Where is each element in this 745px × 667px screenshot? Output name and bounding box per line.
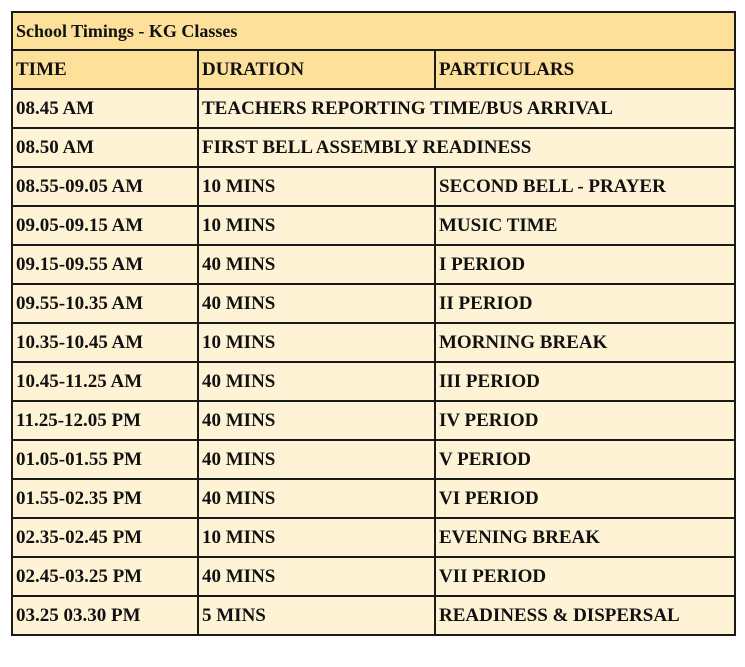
cell-span-particulars: TEACHERS REPORTING TIME/BUS ARRIVAL	[198, 89, 735, 128]
cell-duration: 5 MINS	[198, 596, 435, 635]
cell-time: 01.05-01.55 PM	[12, 440, 198, 479]
cell-particulars: II PERIOD	[435, 284, 735, 323]
table-row	[12, 323, 735, 362]
cell-duration: 40 MINS	[198, 557, 435, 596]
cell-particulars: SECOND BELL - PRAYER	[435, 167, 735, 206]
table-row	[12, 362, 735, 401]
cell-time: 08.50 AM	[12, 128, 198, 167]
table-row	[12, 596, 735, 635]
cell-time: 10.45-11.25 AM	[12, 362, 198, 401]
table-title: School Timings - KG Classes	[12, 12, 735, 50]
cell-particulars: III PERIOD	[435, 362, 735, 401]
table-row	[12, 167, 735, 206]
header-time: TIME	[12, 50, 198, 89]
cell-particulars: V PERIOD	[435, 440, 735, 479]
cell-time: 10.35-10.45 AM	[12, 323, 198, 362]
cell-time: 01.55-02.35 PM	[12, 479, 198, 518]
cell-particulars: I PERIOD	[435, 245, 735, 284]
cell-time: 08.45 AM	[12, 89, 198, 128]
cell-particulars: IV PERIOD	[435, 401, 735, 440]
header-particulars: PARTICULARS	[435, 50, 735, 89]
cell-time: 02.45-03.25 PM	[12, 557, 198, 596]
table-row	[12, 128, 735, 167]
cell-time: 09.05-09.15 AM	[12, 206, 198, 245]
table-row	[12, 440, 735, 479]
cell-particulars: MUSIC TIME	[435, 206, 735, 245]
table-header-row	[12, 50, 735, 89]
table-row	[12, 206, 735, 245]
cell-duration: 40 MINS	[198, 362, 435, 401]
cell-particulars: EVENING BREAK	[435, 518, 735, 557]
cell-time: 09.15-09.55 AM	[12, 245, 198, 284]
cell-span-particulars: FIRST BELL ASSEMBLY READINESS	[198, 128, 735, 167]
table-row	[12, 479, 735, 518]
table-row	[12, 245, 735, 284]
cell-duration: 40 MINS	[198, 245, 435, 284]
table-title-row	[12, 12, 735, 50]
cell-duration: 10 MINS	[198, 323, 435, 362]
cell-time: 03.25 03.30 PM	[12, 596, 198, 635]
cell-particulars: MORNING BREAK	[435, 323, 735, 362]
table-row	[12, 557, 735, 596]
table-row	[12, 401, 735, 440]
cell-duration: 10 MINS	[198, 167, 435, 206]
cell-duration: 40 MINS	[198, 401, 435, 440]
timetable-container	[11, 11, 734, 636]
cell-duration: 10 MINS	[198, 206, 435, 245]
school-timings-table	[11, 11, 736, 636]
table-row	[12, 518, 735, 557]
cell-time: 09.55-10.35 AM	[12, 284, 198, 323]
cell-duration: 40 MINS	[198, 479, 435, 518]
cell-particulars: VII PERIOD	[435, 557, 735, 596]
header-duration: DURATION	[198, 50, 435, 89]
cell-duration: 40 MINS	[198, 440, 435, 479]
cell-particulars: READINESS & DISPERSAL	[435, 596, 735, 635]
cell-duration: 10 MINS	[198, 518, 435, 557]
cell-time: 11.25-12.05 PM	[12, 401, 198, 440]
table-row	[12, 89, 735, 128]
cell-particulars: VI PERIOD	[435, 479, 735, 518]
table-row	[12, 284, 735, 323]
cell-time: 02.35-02.45 PM	[12, 518, 198, 557]
cell-time: 08.55-09.05 AM	[12, 167, 198, 206]
cell-duration: 40 MINS	[198, 284, 435, 323]
